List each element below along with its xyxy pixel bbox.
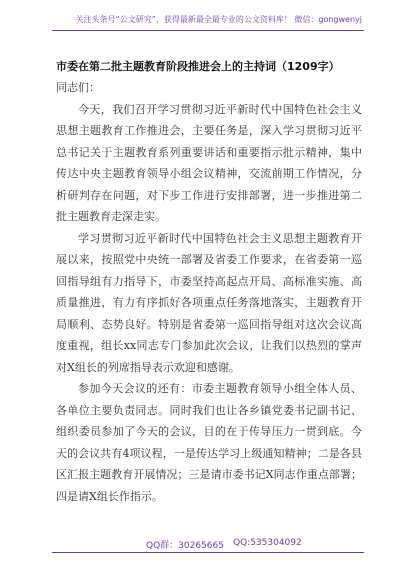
footer-qq-group: QQ群：30265665	[146, 541, 224, 551]
page-header	[0, 14, 408, 25]
document-body	[56, 56, 362, 507]
document-title: 市委在第二批主题教育阶段推进会上的主持词（1209字）	[56, 60, 340, 73]
footer-divider	[52, 552, 364, 553]
paragraph-1: 今天，我们召开学习贯彻习近平新时代中国特色社会主义思想主题教育工作推进会，主要任务是，深入学习贯彻习近平总书记关于主题教育系列重要讲话和重要指示批示精神，集中传达中央主题教育领导小组会议精神，交流前期工作情况，分析研判存在问题，对下步工作进行安排部署，进一步推进第二批主题教育走深走实。	[56, 102, 362, 223]
footer-qq-contact: QQ:535304092	[233, 538, 302, 548]
greeting: 同志们：	[56, 81, 100, 94]
paragraph-2: 学习贯彻习近平新时代中国特色社会主义思想主题教育开展以来，按照党中央统一部署及省委工作要求，在省委第一巡回指导组有力指导下，市委坚持高起点开局、高标准实施、高质量推进，有力有序抓好各项重点任务落地落实，主题教育开局顺利、态势良好。特别是省委第一巡回指导组对这次会议高度重视，组长xx同志专门参加此次会议，让我们以热烈的掌声对X组长的列席指导表示欢迎和感谢。	[56, 231, 362, 374]
header-divider	[52, 30, 364, 31]
paragraph-3: 参加今天会议的还有：市委主题教育领导小组全体人员、各单位主要负责同志。同时我们也让各乡镇党委书记副书记、组织委员参加了今天的会议，目的在于传导压力一贯到底。今天的会议共有4项议程，一是传达学习上级通知精神；二是各县区汇报主题教育开展情况；三是请市委书记X同志作重点部署；四是请X组长作指示。	[56, 382, 362, 503]
header-banner: 关注头条号“公文研究”，获得最新最全最专业的公文资料库！ 微信：gongwenyj	[75, 15, 362, 24]
